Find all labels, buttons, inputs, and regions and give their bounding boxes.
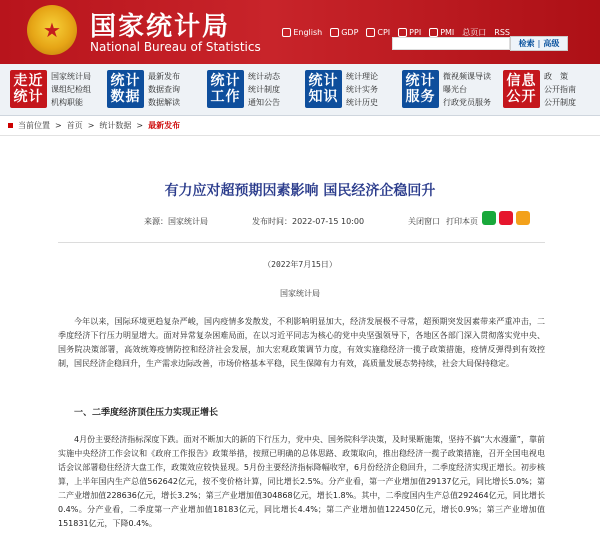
nav-link[interactable]: 课组纪检组	[51, 85, 91, 94]
nav-box-service[interactable]	[402, 70, 439, 108]
section-heading: 一、二季度经济顶住压力实现正增长	[74, 408, 219, 418]
close-window-link[interactable]: 关闭窗口	[408, 217, 440, 226]
nav-box-about[interactable]	[10, 70, 47, 108]
breadcrumb-item[interactable]: 首页	[66, 121, 83, 130]
search-input[interactable]	[392, 37, 510, 50]
national-emblem-icon[interactable]: ★	[27, 5, 77, 55]
site-name-english: National Bureau of Statistics	[90, 40, 261, 54]
nav-box-data[interactable]	[107, 70, 144, 108]
divider: |	[537, 39, 541, 48]
nav-links	[544, 70, 576, 109]
breadcrumb-current[interactable]: 最新发布	[148, 121, 181, 130]
share-buttons	[482, 211, 530, 225]
main-nav	[0, 64, 600, 116]
nav-link[interactable]: 统计制度	[248, 85, 280, 94]
article-source: 来源：国家统计局	[144, 217, 208, 226]
breadcrumb-separator: >	[55, 121, 62, 130]
nav-group-work	[207, 70, 280, 109]
advanced-search-button[interactable]: 高级	[543, 39, 560, 48]
nav-group-knowledge	[305, 70, 378, 109]
nav-box-line: 统计	[308, 73, 339, 89]
nav-box-disclosure[interactable]	[503, 70, 540, 108]
article-publish-time: 发布时间：2022-07-15 10:00	[252, 217, 365, 226]
print-page-link[interactable]: 打印本页	[446, 217, 478, 226]
weibo-icon[interactable]	[499, 211, 513, 225]
nav-link[interactable]: 政 策	[544, 72, 568, 81]
article-paragraph: 今年以来，国际环境更趋复杂严峻，国内疫情多发散发，不利影响明显加大，经济发展极不寻常，超预期突发因素带来严重冲击，二季度经济下行压力明显增大。面对异常复杂困难局面，在以习近平同志为核心的党中央坚强领导下，各地区各部门深入贯彻落实党中央、国务院决策部署，高效统筹疫情防控和经济社会发展，加大宏观政策调节力度，有效实施稳经济一揽子政策措施，疫情反弹得到有效控制，国民经济企稳回升，生产需求边际改善，市场价格基本平稳，民生保障有力有效，高质量发展态势持续，社会大局保持稳定。	[58, 317, 545, 368]
link-icon	[429, 28, 438, 37]
quick-link-label: RSS	[494, 28, 510, 37]
nav-links	[148, 70, 180, 109]
article-date: （2022年7月15日）	[263, 260, 337, 269]
nav-link[interactable]: 统计实务	[346, 85, 378, 94]
article-title: 有力应对超预期因素影响 国民经济企稳回升	[164, 183, 436, 199]
wechat-icon[interactable]	[482, 211, 496, 225]
link-icon	[282, 28, 291, 37]
article-meta	[0, 210, 600, 238]
quick-link-label: PPI	[409, 28, 422, 37]
nav-link[interactable]: 国家统计局	[51, 72, 91, 81]
nav-link[interactable]: 最新发布	[148, 72, 180, 81]
nav-box-line: 知识	[308, 89, 339, 105]
nav-link[interactable]: 统计动态	[248, 72, 280, 81]
nav-link[interactable]: 微视频课导读	[443, 72, 491, 81]
bullet-icon	[8, 123, 13, 128]
nav-box-line: 服务	[405, 89, 436, 105]
breadcrumb-label: 当前位置	[18, 121, 50, 130]
nav-link[interactable]: 统计历史	[346, 98, 378, 107]
breadcrumb-item[interactable]: 统计数据	[99, 121, 132, 130]
nav-links	[443, 70, 491, 109]
nav-link[interactable]: 行政党员服务	[443, 98, 491, 107]
nav-link[interactable]: 公开制度	[544, 98, 576, 107]
quick-link-label: PMI	[440, 28, 455, 37]
nav-box-knowledge[interactable]	[305, 70, 342, 108]
quick-link-label: GDP	[341, 28, 359, 37]
nav-link[interactable]: 通知公告	[248, 98, 280, 107]
nav-group-disclosure	[503, 70, 576, 109]
nav-links	[346, 70, 378, 109]
nav-box-line: 走近	[13, 73, 44, 89]
article-paragraph: 4月份主要经济指标深度下跌。面对不断加大的新的下行压力，党中央、国务院科学决策，及时果断施策，坚持不搞“大水漫灌”，靠前实施中央经济工作会议和《政府工作报告》政策举措，按照已明确的总体思路、政策取向，推出稳经济一揽子政策措施，召开全国电视电话会议部署稳住经济大盘工作，政策效应较快显现。5月份主要经济指标降幅收窄，6月份经济企稳回升，二季度经济实现正增长。初步核算，上半年国内生产总值562642亿元，按不变价格计算，同比增长2.5%。分产业看，第一产业增加值29137亿元，同比增长5.0%；第二产业增加值228636亿元，增长3.2%；第三产业增加值304868亿元，增长1.8%。其中，二季度国内生产总值292464亿元，同比增长0.4%。分产业看，二季度第一产业增加值18183亿元，同比增长4.4%；第二产业增加值122450亿元，增长0.9%；第三产业增加值151831亿元，下降0.4%。	[58, 435, 545, 528]
nav-links	[248, 70, 280, 109]
nav-box-line: 工作	[210, 89, 241, 105]
nav-box-line: 统计	[210, 73, 241, 89]
nav-group-data	[107, 70, 180, 109]
nav-box-line: 数据	[110, 89, 141, 105]
nav-box-line: 统计	[405, 73, 436, 89]
article-tools	[408, 216, 478, 227]
quick-link-cpi[interactable]	[366, 27, 390, 38]
breadcrumb-separator: >	[136, 121, 144, 130]
nav-links	[51, 70, 91, 109]
nav-link[interactable]: 曝光台	[443, 85, 467, 94]
nav-link[interactable]: 机构职能	[51, 98, 83, 107]
link-icon	[398, 28, 407, 37]
nav-box-line: 公开	[506, 89, 537, 105]
nav-link[interactable]: 公开指南	[544, 85, 576, 94]
link-icon	[366, 28, 375, 37]
nav-link[interactable]: 数据查询	[148, 85, 180, 94]
quick-link-gdp[interactable]	[330, 27, 358, 38]
nav-box-work[interactable]	[207, 70, 244, 108]
nav-group-about	[10, 70, 91, 109]
divider	[58, 242, 545, 243]
nav-box-line: 统计	[110, 73, 141, 89]
nav-box-line: 统计	[13, 89, 44, 105]
quick-link-label: 总页口	[462, 28, 487, 37]
article-org: 国家统计局	[280, 289, 320, 298]
site-header	[0, 0, 600, 64]
search-buttons	[510, 36, 568, 51]
breadcrumb	[0, 116, 600, 136]
quick-link-label: CPI	[377, 28, 391, 37]
quick-link-english[interactable]	[282, 27, 322, 38]
quick-link-label: English	[293, 28, 323, 37]
search-button[interactable]: 检索	[518, 39, 535, 48]
site-name[interactable]: 国家统计局	[90, 12, 231, 42]
nav-link[interactable]: 统计理论	[346, 72, 378, 81]
breadcrumb-separator: >	[87, 121, 95, 130]
nav-link[interactable]: 数据解读	[148, 98, 180, 107]
nav-group-service	[402, 70, 491, 109]
favorite-star-icon[interactable]	[516, 211, 530, 225]
link-icon	[330, 28, 339, 37]
nav-box-line: 信息	[506, 73, 537, 89]
